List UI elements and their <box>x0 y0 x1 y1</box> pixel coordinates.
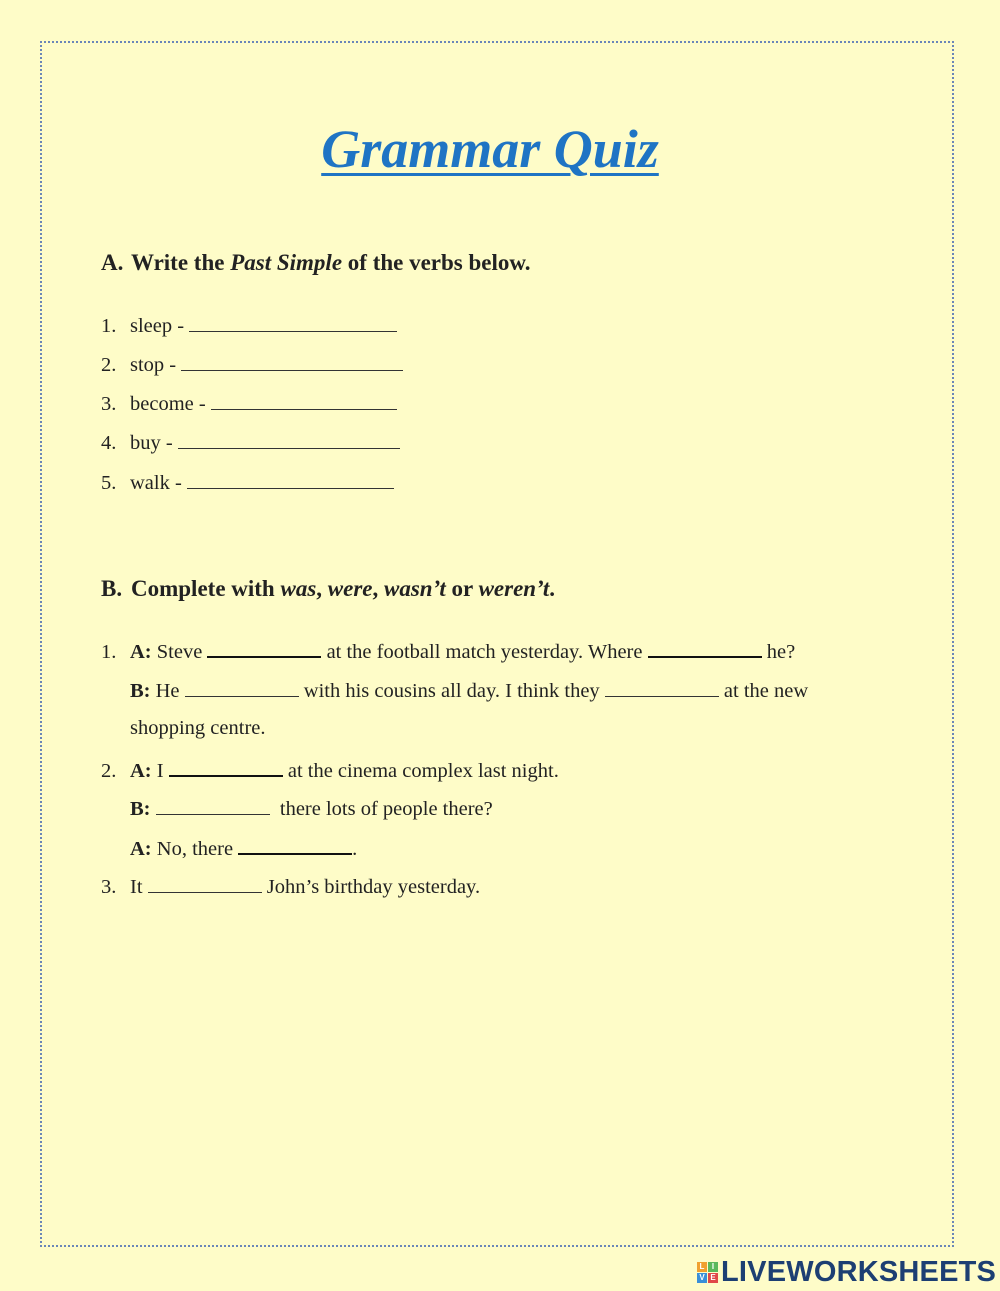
dialogue-line <box>130 678 808 703</box>
heading-text: Complete with <box>131 576 281 601</box>
heading-emphasis: weren’t <box>478 576 550 601</box>
answer-blank[interactable] <box>185 678 299 697</box>
answer-blank[interactable] <box>156 796 270 815</box>
verb-label: sleep - <box>130 315 185 337</box>
verb-item-3 <box>101 391 397 416</box>
dialogue-text: It <box>130 876 143 898</box>
heading-text: or <box>445 576 479 601</box>
heading-emphasis: wasn’t <box>384 576 446 601</box>
dialogue-text: he? <box>766 641 796 663</box>
verb-label: walk - <box>130 472 182 494</box>
answer-blank[interactable] <box>178 430 400 449</box>
heading-text: . <box>549 576 556 601</box>
item-number: 1. <box>101 641 117 663</box>
answer-blank[interactable] <box>181 352 403 371</box>
logo-letter: I <box>708 1262 718 1272</box>
dialogue-text: at the cinema complex last night. <box>287 760 559 782</box>
dialogue-line <box>101 638 795 664</box>
answer-blank[interactable] <box>169 757 283 777</box>
answer-blank[interactable] <box>238 835 352 855</box>
dialogue-line <box>101 757 559 783</box>
logo-letter: V <box>697 1273 707 1283</box>
dialogue-text: No, there <box>156 838 234 860</box>
answer-blank[interactable] <box>211 391 397 410</box>
dialogue-text: He <box>155 680 180 702</box>
dialogue-text: Steve <box>156 641 203 663</box>
answer-blank[interactable] <box>648 638 762 658</box>
verb-label: stop - <box>130 354 177 376</box>
item-number: 3. <box>101 876 117 898</box>
dialogue-line <box>130 796 493 821</box>
heading-emphasis: were <box>327 576 373 601</box>
section-b-heading <box>101 576 555 602</box>
heading-text: , <box>372 576 384 601</box>
dialogue-text: with his cousins all day. I think they <box>303 680 600 702</box>
heading-emphasis: was <box>280 576 317 601</box>
speaker-label: A: <box>130 641 152 663</box>
dialogue-line <box>130 717 266 740</box>
item-number: 4. <box>101 432 117 454</box>
logo-letter: L <box>697 1262 707 1272</box>
speaker-label: B: <box>130 680 151 702</box>
dialogue-text: . <box>352 838 358 860</box>
dialogue-text: there lots of people there? <box>279 798 493 820</box>
page-title: Grammar Quiz <box>321 119 659 179</box>
item-number: 5. <box>101 472 117 494</box>
item-number: 3. <box>101 393 117 415</box>
answer-blank[interactable] <box>148 874 262 893</box>
section-letter: B. <box>101 576 123 601</box>
answer-blank[interactable] <box>605 678 719 697</box>
answer-blank[interactable] <box>187 470 394 489</box>
liveworksheets-logo <box>697 1256 996 1289</box>
speaker-label: B: <box>130 798 151 820</box>
verb-item-2 <box>101 352 403 377</box>
verb-label: become - <box>130 393 206 415</box>
heading-text: of the verbs below. <box>342 250 531 275</box>
logo-text: LIVEWORKSHEETS <box>721 1256 997 1288</box>
dialogue-line <box>101 874 480 899</box>
verb-item-5 <box>101 470 394 495</box>
section-letter: A. <box>101 250 124 275</box>
item-number: 1. <box>101 315 117 337</box>
dialogue-text: shopping centre. <box>130 717 266 739</box>
section-a-heading <box>101 250 531 276</box>
dialogue-text: at the football match yesterday. Where <box>326 641 643 663</box>
verb-item-1 <box>101 313 397 338</box>
speaker-label: A: <box>130 760 152 782</box>
dialogue-text: I <box>156 760 164 782</box>
heading-text: Write the <box>131 250 231 275</box>
verb-item-4 <box>101 430 400 455</box>
speaker-label: A: <box>130 838 152 860</box>
verb-label: buy - <box>130 432 173 454</box>
dialogue-line <box>130 835 357 861</box>
item-number: 2. <box>101 354 117 376</box>
logo-letter: E <box>708 1273 718 1283</box>
dialogue-text: John’s birthday yesterday. <box>266 876 481 898</box>
dialogue-text: at the new <box>723 680 809 702</box>
answer-blank[interactable] <box>189 313 397 332</box>
item-number: 2. <box>101 760 117 782</box>
heading-emphasis: Past Simple <box>230 250 343 275</box>
answer-blank[interactable] <box>207 638 321 658</box>
heading-text: , <box>316 576 328 601</box>
logo-cube-icon <box>697 1262 718 1283</box>
